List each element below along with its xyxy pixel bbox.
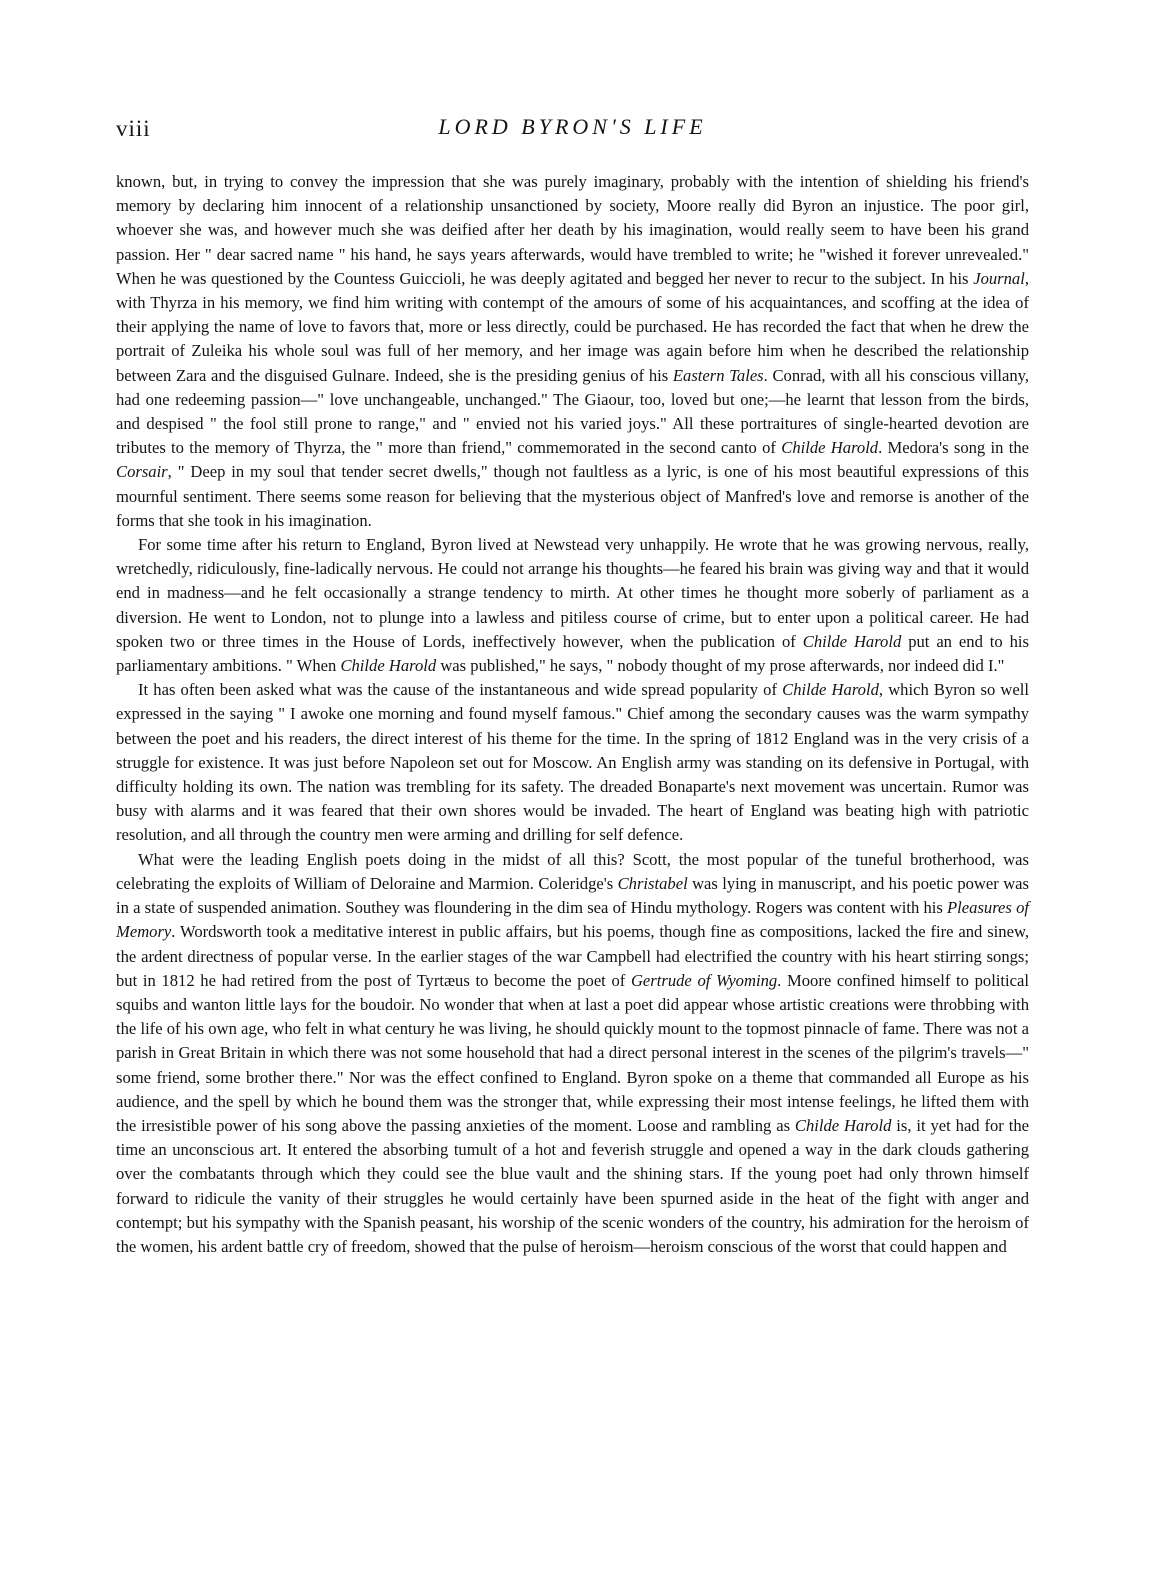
text-run: . Moore confined himself to political squibs and wanton little lays for the boudoir. No wonder that when at last a poet did appear whose artistic creations were throbbing with the life of his own age, who felt in what century he was living, he should quickly mount to the topmost pinnacle of fame. There was not a parish in Great Britain in which there was not some household that had a direct personal interest in the scenes of the pilgrim's travels—" some friend, some brother there." Nor was the effect confined to England. Byron spoke on a theme that commanded all Europe as his audience, and the spell by which he bound them was the stronger that, while expressing their most intense feelings, he lifted them with the irresistible power of his song above the passing anxieties of the moment. Loose and rambling as: [116, 970, 1029, 1135]
text-run: It has often been asked what was the cause of the instantaneous and wide spread popularity of: [138, 680, 783, 700]
italic-title: Gertrude of Wyoming: [630, 970, 778, 990]
italic-title: Christabel: [617, 873, 688, 893]
paragraph: [116, 170, 1029, 533]
text-run: known, but, in trying to convey the impression that she was purely imaginary, probably with the intention of shielding his friend's memory by declaring him innocent of a relationship unsanctioned by society, Moore really did Byron an injustice. The poor girl, whoever she was, and however much she was deified after her death by his imagination, would really seem to have been his grand passion. Her " dear sacred name " his hand, he says years afterwards, would have trembled to write; he "wished it forever unrevealed." When he was questioned by the Countess Guiccioli, he was deeply agitated and begged her never to recur to the subject. In his: [116, 172, 1029, 288]
text-run: What were the leading English poets doing in the midst of all this? Scott, the most popular of the tuneful brotherhood, was celebrating the exploits of William of Deloraine and Marmion. Coleridge's: [116, 849, 1029, 893]
paragraph: [116, 848, 1029, 1259]
text-run: For some time after his return to England, Byron lived at Newstead very unhappily. He wrote that he was growing nervous, really, wretchedly, ridiculously, fine-ladically nervous. He could not arrange his thoughts—he feared his brain was giving way and that it would end in madness—and he felt occasionally a strange tendency to mirth. At other times he thought more soberly of parliament as a diversion. He went to London, not to plunge into a lawless and pitiless course of crime, but to enter upon a political career. He had spoken two or three times in the House of Lords, ineffectively however, when the publication of: [116, 535, 1029, 651]
running-title: LORD BYRON'S LIFE: [438, 114, 707, 139]
italic-title: Childe Harold: [802, 631, 902, 651]
text-run: , " Deep in my soul that tender secret dwells," though not faultless as a lyric, is one of his most beautiful expressions of this mournful sentiment. There seems some reason for believing that the mysterious object of Manfred's love and remorse is another of the forms that she took in his imagination.: [116, 462, 1029, 530]
page-number: viii: [116, 116, 151, 141]
text-run: . Conrad, with all his conscious villany, had one redeeming passion—" love unchangeable, unchanged." The Giaour, too, loved but one;—he learnt that lesson from the birds, and despised " the fool still prone to range," and " envied not his varied joys." All these portraitures of single-hearted devotion are tributes to the memory of Thyrza, the " more than friend," commemorated in the second canto of: [116, 365, 1029, 458]
text-run: was published," he says, " nobody thought of my prose afterwards, nor indeed did I.": [436, 656, 1005, 676]
italic-title: Journal: [973, 268, 1025, 288]
text-run: is, it yet had for the time an unconscious art. It entered the absorbing tumult of a hot and feverish struggle and opened a way in the dark clouds gathering over the combatants through which they could see the blue vault and the shining stars. If the young poet had only thrown himself forward to ridicule the vanity of their struggles he would certainly have been spurned aside in the heat of the fight with anger and contempt; but his sympathy with the Spanish peasant, his worship of the scenic wonders of the country, his admiration for the heroism of the women, his ardent battle cry of freedom, showed that the pulse of heroism—heroism conscious of the worst that could happen and: [116, 1115, 1029, 1256]
page-header: [116, 112, 1029, 152]
body-text: [116, 170, 1029, 1259]
paragraph: [116, 678, 1029, 847]
italic-title: Eastern Tales: [672, 365, 764, 385]
text-run: , which Byron so well expressed in the saying " I awoke one morning and found myself famous." Chief among the secondary causes was the warm sympathy between the poet and his readers, the direct interest of his theme for the time. In the spring of 1812 England was in the very crisis of a struggle for existence. It was just before Napoleon set out for Moscow. An English army was standing on its defensive in Portugal, with difficulty holding its own. The nation was trembling for its safety. The dreaded Bonaparte's next movement was uncertain. Rumor was busy with alarms and it was feared that their own shores would be invaded. The heart of England was beating high with patriotic resolution, and all through the country men were arming and drilling for self defence.: [116, 680, 1029, 845]
paragraph: [116, 533, 1029, 678]
text-run: . Medora's song in the: [878, 438, 1029, 458]
text-run: . Wordsworth took a meditative interest in public affairs, but his poems, though fine as compositions, lacked the fire and sinew, the ardent directness of popular verse. In the earlier stages of the war Campbell had electrified the country with his heart stirring songs; but in 1812 he had retired from the post of Tyrtæus to become the poet of: [116, 922, 1029, 990]
italic-title: Corsair: [116, 462, 168, 482]
text-run: was lying in manuscript, and his poetic power was in a state of suspended animation. Southey was floundering in the dim sea of Hindu mythology. Rogers was content with his: [116, 873, 1030, 918]
italic-title: Childe Harold: [340, 656, 437, 676]
text-run: , with Thyrza in his memory, we find him writing with contempt of the amours of some of his acquaintances, and scoffing at the idea of their applying the name of love to favors that, more or less directly, could be purchased. He has recorded the fact that when he drew the portrait of Zuleika his whole soul was full of her memory, and her image was again before him when he described the relationship between Zara and the disguised Gulnare. Indeed, she is the presiding genius of his: [116, 268, 1029, 385]
italic-title: Pleasures of Memory: [116, 898, 1029, 942]
italic-title: Childe Harold: [782, 680, 879, 700]
italic-title: Childe Harold: [781, 438, 879, 458]
text-run: put an end to his parliamentary ambitions. " When: [116, 631, 1029, 676]
italic-title: Childe Harold: [794, 1115, 892, 1135]
